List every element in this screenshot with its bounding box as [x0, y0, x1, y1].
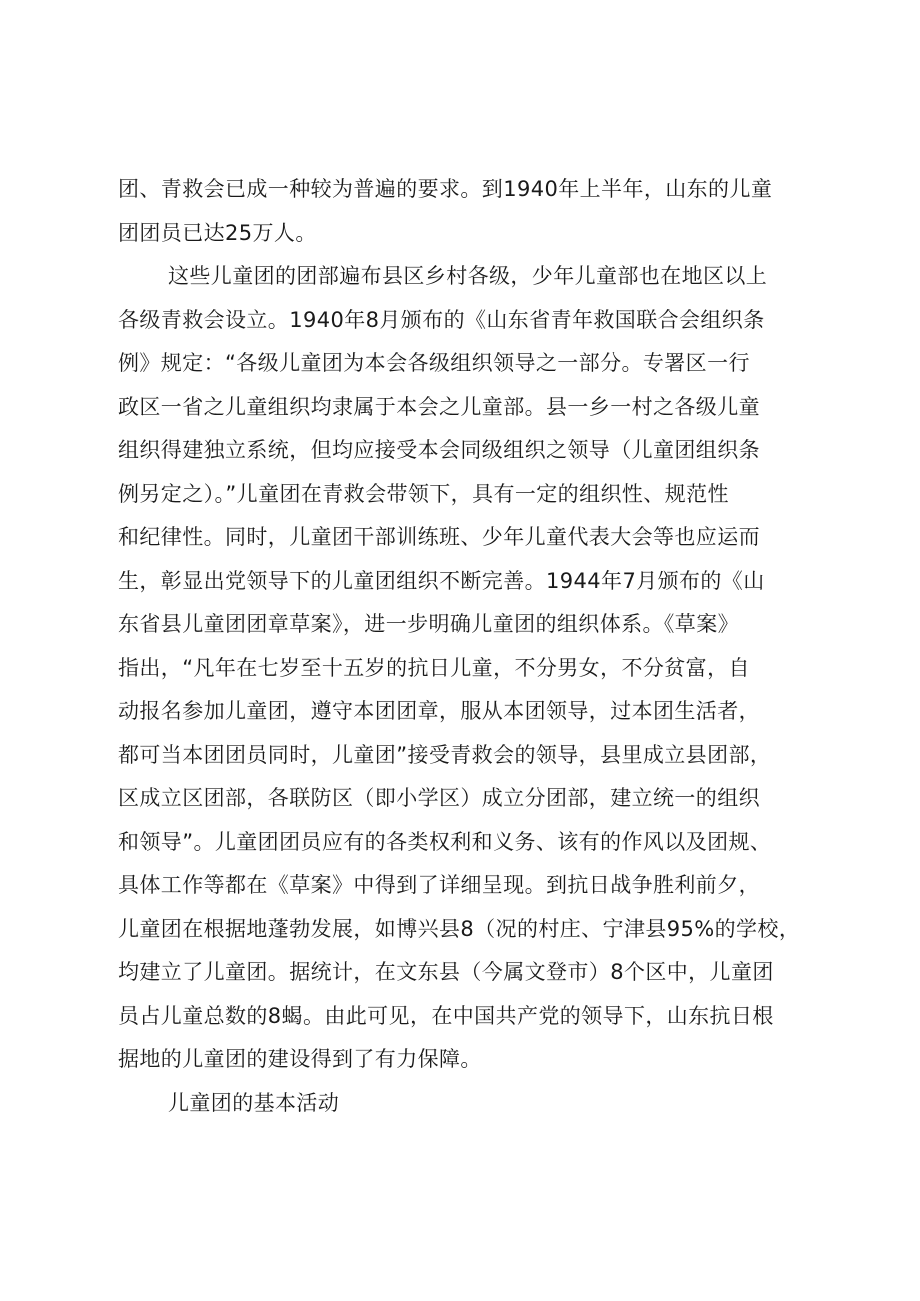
text-line: 区成立区团部，各联防区（即小学区）成立分团部，建立统一的组织	[118, 786, 760, 810]
text-line: 具体工作等都在《草案》中得到了详细呈现。到抗日战争胜利前夕，	[118, 873, 760, 897]
text-line: 指出，“凡年在七岁至十五岁的抗日儿童，不分男女，不分贫富，自	[118, 655, 750, 680]
text-line: 和领导”。儿童团团员应有的各类权利和义务、该有的作风以及团规、	[118, 829, 772, 854]
text-line: 例另定之）。”儿童团在青救会带领下，具有一定的组织性、规范性	[118, 481, 729, 506]
body-text	[118, 168, 818, 1125]
paragraph-start-line: 这些儿童团的团部遍布县区乡村各级，少年儿童部也在地区以上	[168, 264, 768, 288]
text-line: 和纪律性。同时，儿童团干部训练班、少年儿童代表大会等也应运而	[118, 525, 760, 549]
text-line: 儿童团在根据地蓬勃发展，如博兴县8（况的村庄、宁津县95%的学校，	[118, 916, 801, 941]
text-line: 东省县儿童团团章草案》，进一步明确儿童团的组织体系。《草案》	[118, 612, 739, 636]
text-line: 团团员已达25万人。	[118, 220, 317, 245]
text-line: 政区一省之儿童组织均隶属于本会之儿童部。县一乡一村之各级儿童	[118, 394, 760, 419]
text-line: 组织得建独立系统，但均应接受本会同级组织之领导（儿童团组织条	[118, 438, 760, 462]
text-line: 例》规定：“各级儿童团为本会各级组织领导之一部分。专署区一行	[118, 351, 750, 375]
text-line: 各级青救会设立。1940年8月颁布的《山东省青年救国联合会组织条	[118, 307, 765, 332]
text-line: 均建立了儿童团。据统计，在文东县（今属文登市）8个区中，儿童团	[118, 960, 774, 984]
section-heading: 儿童团的基本活动	[168, 1090, 340, 1115]
text-line: 团、青救会已成一种较为普遍的要求。到1940年上半年，山东的儿童	[118, 177, 773, 201]
text-line: 动报名参加儿童团，遵守本团团章，服从本团领导，过本团生活者，	[118, 699, 760, 723]
text-line: 据地的儿童团的建设得到了有力保障。	[118, 1047, 482, 1071]
text-line: 生，彰显出党领导下的儿童团组织不断完善。1944年7月颁布的《山	[118, 568, 765, 593]
text-line: 都可当本团团员同时，儿童团”接受青救会的领导，县里成立县团部，	[118, 742, 772, 767]
text-line: 员占儿童总数的8蝎。由此可见，在中国共产党的领导下，山东抗日根	[118, 1003, 774, 1028]
